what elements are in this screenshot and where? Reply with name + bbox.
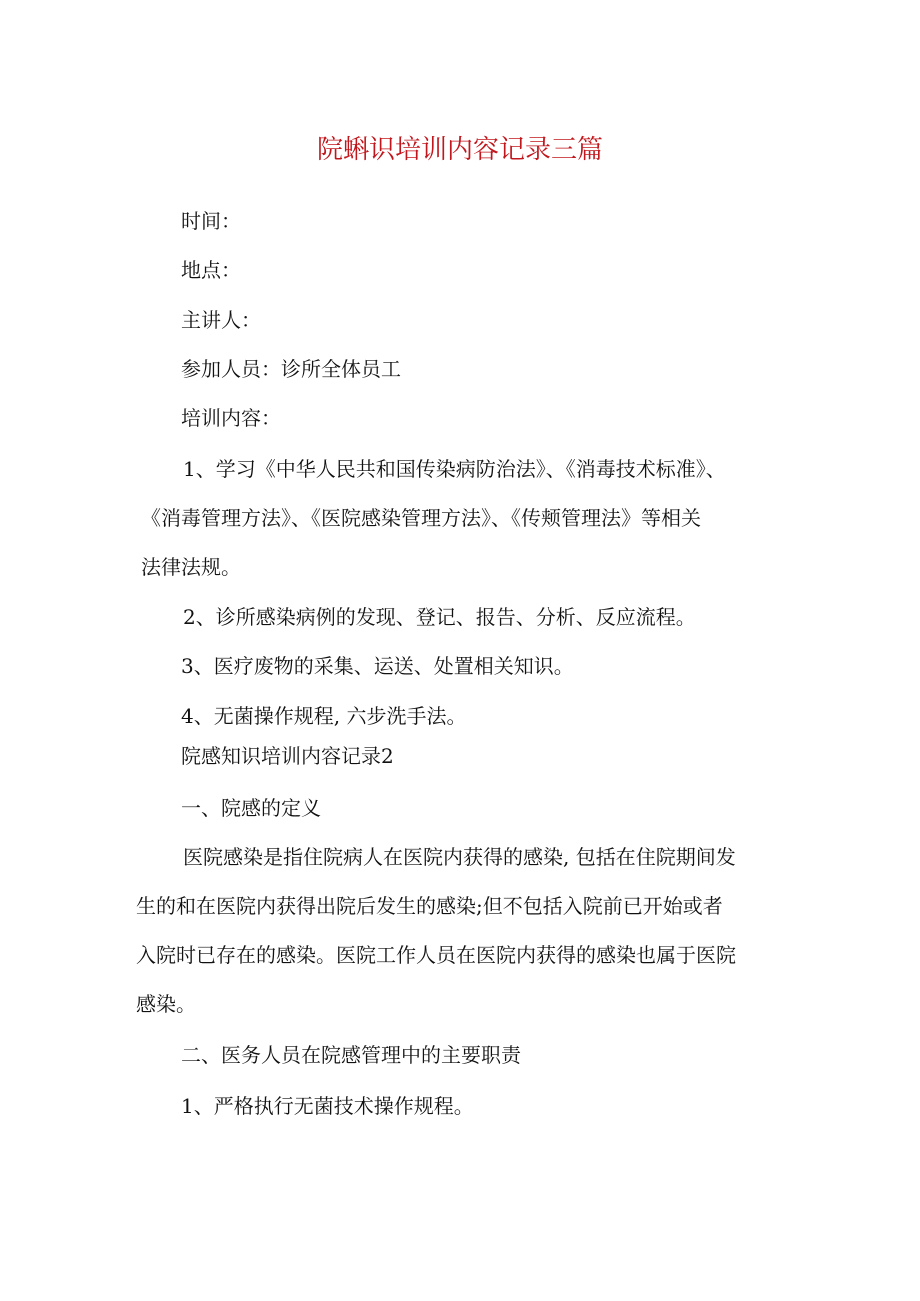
content-label: 培训内容：: [181, 406, 281, 430]
definition-line4: 感染。: [136, 992, 196, 1016]
item1-line2: 《消毒管理方法》、《医院感染管理方法》、《传颊管理法》等相关: [141, 506, 701, 530]
speaker-label: 主讲人：: [181, 308, 261, 332]
item3: 3、医疗废物的采集、运送、处置相关知识。: [181, 654, 574, 678]
definition-line3: 入院时已存在的感染。医院工作人员在医院内获得的感染也属于医院: [136, 943, 736, 967]
definition-line2: 生的和在医院内获得出院后发生的感染;但不包括入院前已开始或者: [136, 894, 723, 918]
item1-line3: 法律法规。: [141, 555, 241, 579]
item2: 2、诊所感染病例的发现、登记、报告、分析、反应流程。: [183, 605, 696, 629]
attendees-label: 参加人员：诊所全体员工: [181, 357, 401, 381]
item4: 4、无菌操作规程, 六步洗手法。: [181, 704, 467, 728]
definition-line1: 医院感染是指住院病人在医院内获得的感染, 包括在住院期间发: [183, 845, 736, 869]
section1-heading: 一、院感的定义: [181, 796, 321, 820]
item1-line1: 1、学习《中华人民共和国传染病防治法》、《消毒技术标准》、: [183, 457, 726, 481]
place-label: 地点：: [181, 258, 241, 282]
time-label: 时间：: [181, 209, 241, 233]
section2-heading: 二、医务人员在院感管理中的主要职责: [181, 1043, 521, 1067]
duty1: 1、严格执行无菌技术操作规程。: [181, 1094, 474, 1118]
page-title: 院蝌识培训内容记录三篇: [316, 135, 603, 165]
record2-heading: 院感知识培训内容记录2: [181, 744, 394, 768]
